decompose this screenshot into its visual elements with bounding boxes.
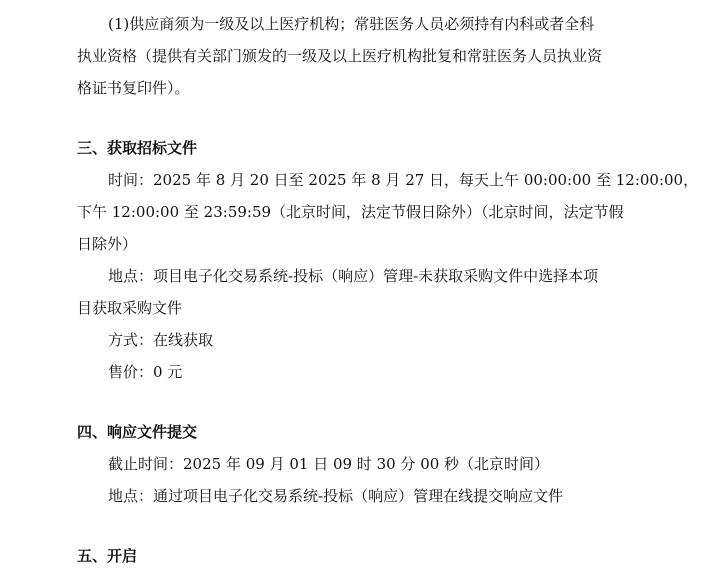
section-5-heading: 五、开启 <box>77 547 138 565</box>
qualification-item-1-line-3: 格证书复印件）。 <box>77 79 190 97</box>
section-3-time-line-1: 时间：2025 年 8 月 20 日至 2025 年 8 月 27 日，每天上午 00:00:00 至 12:00:00， <box>108 171 699 189</box>
section-3-heading: 三、获取招标文件 <box>77 139 198 157</box>
section-3-place-line-2: 目获取采购文件 <box>77 299 183 317</box>
section-3-place-line-1: 地点：项目电子化交易系统-投标（响应）管理-未获取采购文件中选择本项 <box>108 267 599 285</box>
qualification-item-1-line-1: (1)供应商须为一级及以上医疗机构；常驻医务人员必须持有内科或者全科 <box>108 15 595 33</box>
qualification-item-1-line-2: 执业资格（提供有关部门颁发的一级及以上医疗机构批复和常驻医务人员执业资 <box>77 47 603 65</box>
section-3-price: 售价：0 元 <box>108 363 183 381</box>
section-3-time-line-3: 日除外） <box>77 235 138 253</box>
section-4-deadline: 截止时间：2025 年 09 月 01 日 09 时 30 分 00 秒（北京时间） <box>108 455 550 473</box>
section-4-place: 地点：通过项目电子化交易系统-投标（响应）管理在线提交响应文件 <box>108 487 564 505</box>
section-3-method: 方式：在线获取 <box>108 331 214 349</box>
section-3-time-line-2: 下午 12:00:00 至 23:59:59（北京时间，法定节假日除外）（北京时间，法定节假 <box>77 203 624 221</box>
section-4-heading: 四、响应文件提交 <box>77 423 198 441</box>
